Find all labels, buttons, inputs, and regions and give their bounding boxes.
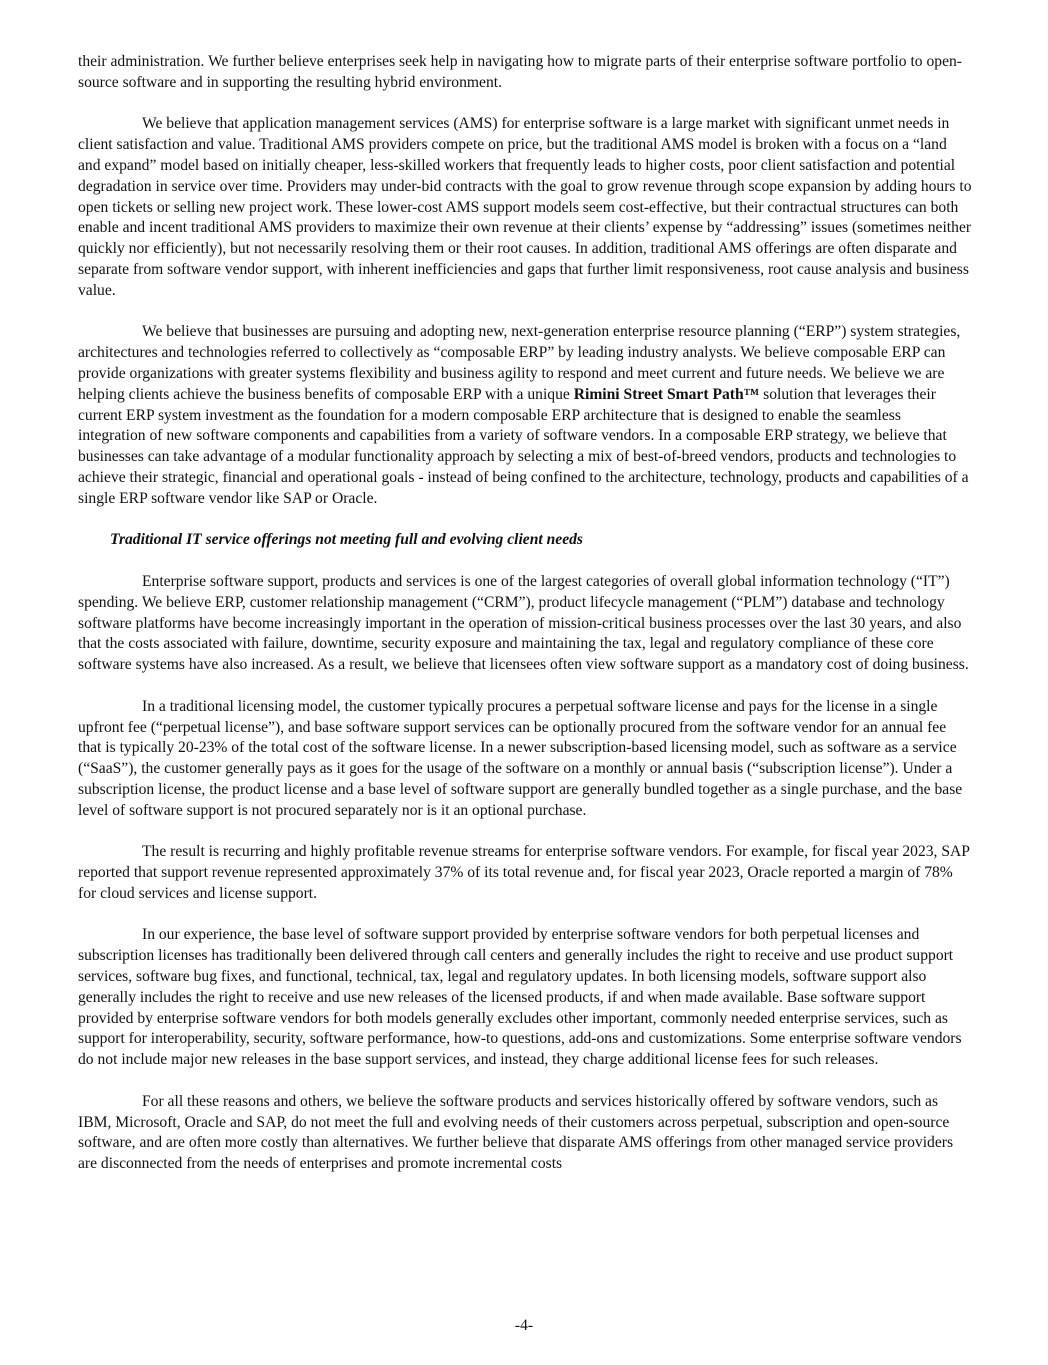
paragraph-ams-market: We believe that application management services (AMS) for enterprise software is a large market with significant unmet needs in client satisfaction and value. Traditional AMS providers compete on price, but the traditional AMS model is broken with a focus on a “land and expand” model based on initially cheaper, less-skilled workers that frequently leads to higher costs, poor client satisfaction and potential degradation in service over time. Providers may under-bid contracts with the goal to grow revenue through scope expansion by adding hours to open tickets or selling new project work. These lower-cost AMS support models seem cost-effective, but their contractual structures can both enable and incent traditional AMS providers to maximize their own revenue at their clients’ expense by “addressing” issues (sometimes neither quickly nor efficiently), but not necessarily resolving them or their root causes. In addition, traditional AMS offerings are often disparate and separate from software vendor support, with inherent inefficiencies and gaps that further limit responsiveness, root cause analysis and business value. — [78, 115, 972, 299]
section-heading: Traditional IT service offerings not meeting full and evolving client needs — [110, 531, 583, 549]
paragraph-composable-erp-text-1: We believe that businesses are pursuing and adopting new, next-generation enterprise resource planning (“ERP”) system strategies, architectures and technologies referred to collectively as “composable ERP” by leading industry analysts. We believe composable ERP can provide organizations with greater systems flexibility and business agility to respond and meet current and future needs. We believe we are helping clients achieve the business benefits of composable ERP with a unique — [78, 323, 961, 403]
paragraph-licensing-model: In a traditional licensing model, the customer typically procures a perpetual software license and pays for the license in a single upfront fee (“perpetual license”), and base software support services can be optionally procured from the software vendor for an annual fee that is typically 20-23% of the total cost of the software license. In a newer subscription-based licensing model, such as software as a service (“SaaS”), the customer generally pays as it goes for the usage of the software on a monthly or annual basis (“subscription license”). Under a subscription license, the product license and a base level of software support are generally bundled together as a single purchase, and the base level of software support is not procured separately nor is it an optional purchase. — [78, 697, 963, 819]
page-number: -4- — [514, 1317, 534, 1334]
paragraph-composable-erp-text-2: solution that leverages their current ERP system investment as the foundation for a modern composable ERP architecture that is designed to enable the seamless integration of new software components and capabilities from a variety of software vendors. In a composable ERP strategy, we believe that businesses can take advantage of a modular functionality approach by selecting a mix of best-of-breed vendors, products and technologies to achieve their strategic, financial and operational goals - instead of being confined to the architecture, technology, products and capabilities of a single ERP software vendor like SAP or Oracle. — [78, 385, 969, 507]
paragraph-revenue-streams: The result is recurring and highly profitable revenue streams for enterprise software vendors. For example, for fiscal year 2023, SAP reported that support revenue represented approximately 37% of its total revenue and, for fiscal year 2023, Oracle reported a margin of 78% for cloud services and license support. — [78, 843, 970, 902]
paragraph-base-support: In our experience, the base level of software support provided by enterprise software vendors for both perpetual licenses and subscription licenses has traditionally been delivered through call centers and generally includes the right to receive and use product support services, software bug fixes, and functional, technical, tax, legal and regulatory updates. In both licensing models, software support also generally includes the right to receive and use new releases of the licensed products, if and when made available. Base software support provided by enterprise software vendors for both models generally excludes other important, commonly needed enterprise services, such as support for interoperability, security, software performance, how-to questions, add-ons and customizations. Some enterprise software vendors do not include major new releases in the base support services, and instead, they charge additional license fees for such releases. — [78, 926, 962, 1069]
paragraph-composable-erp — [78, 322, 972, 509]
paragraph-it-spending: Enterprise software support, products and services is one of the largest categories of overall global information technology (“IT”) spending. We believe ERP, customer relationship management (“CRM”), product lifecycle management (“PLM”) database and technology software platforms have become increasingly important in the operation of mission-critical business processes over the last 30 years, and also that the costs associated with failure, downtime, security exposure and maintaining the tax, legal and regulatory compliance of these core software systems have also increased. As a result, we believe that licensees often view software support as a mandatory cost of doing business. — [78, 572, 969, 674]
paragraph-reasons: For all these reasons and others, we believe the software products and services historically offered by software vendors, such as IBM, Microsoft, Oracle and SAP, do not meet the full and evolving needs of their customers across perpetual, subscription and open-source software, and are often more costly than alternatives. We further believe that disparate AMS offerings from other managed service providers are disconnected from the needs of enterprises and promote incremental costs — [78, 1092, 954, 1173]
paragraph-continuation: their administration. We further believe enterprises seek help in navigating how to migrate parts of their enterprise software portfolio to open-source software and in supporting the resulting hybrid environment. — [78, 53, 962, 91]
document-body — [78, 52, 972, 1196]
smart-path-product-name: Rimini Street Smart Path™ — [573, 385, 760, 403]
